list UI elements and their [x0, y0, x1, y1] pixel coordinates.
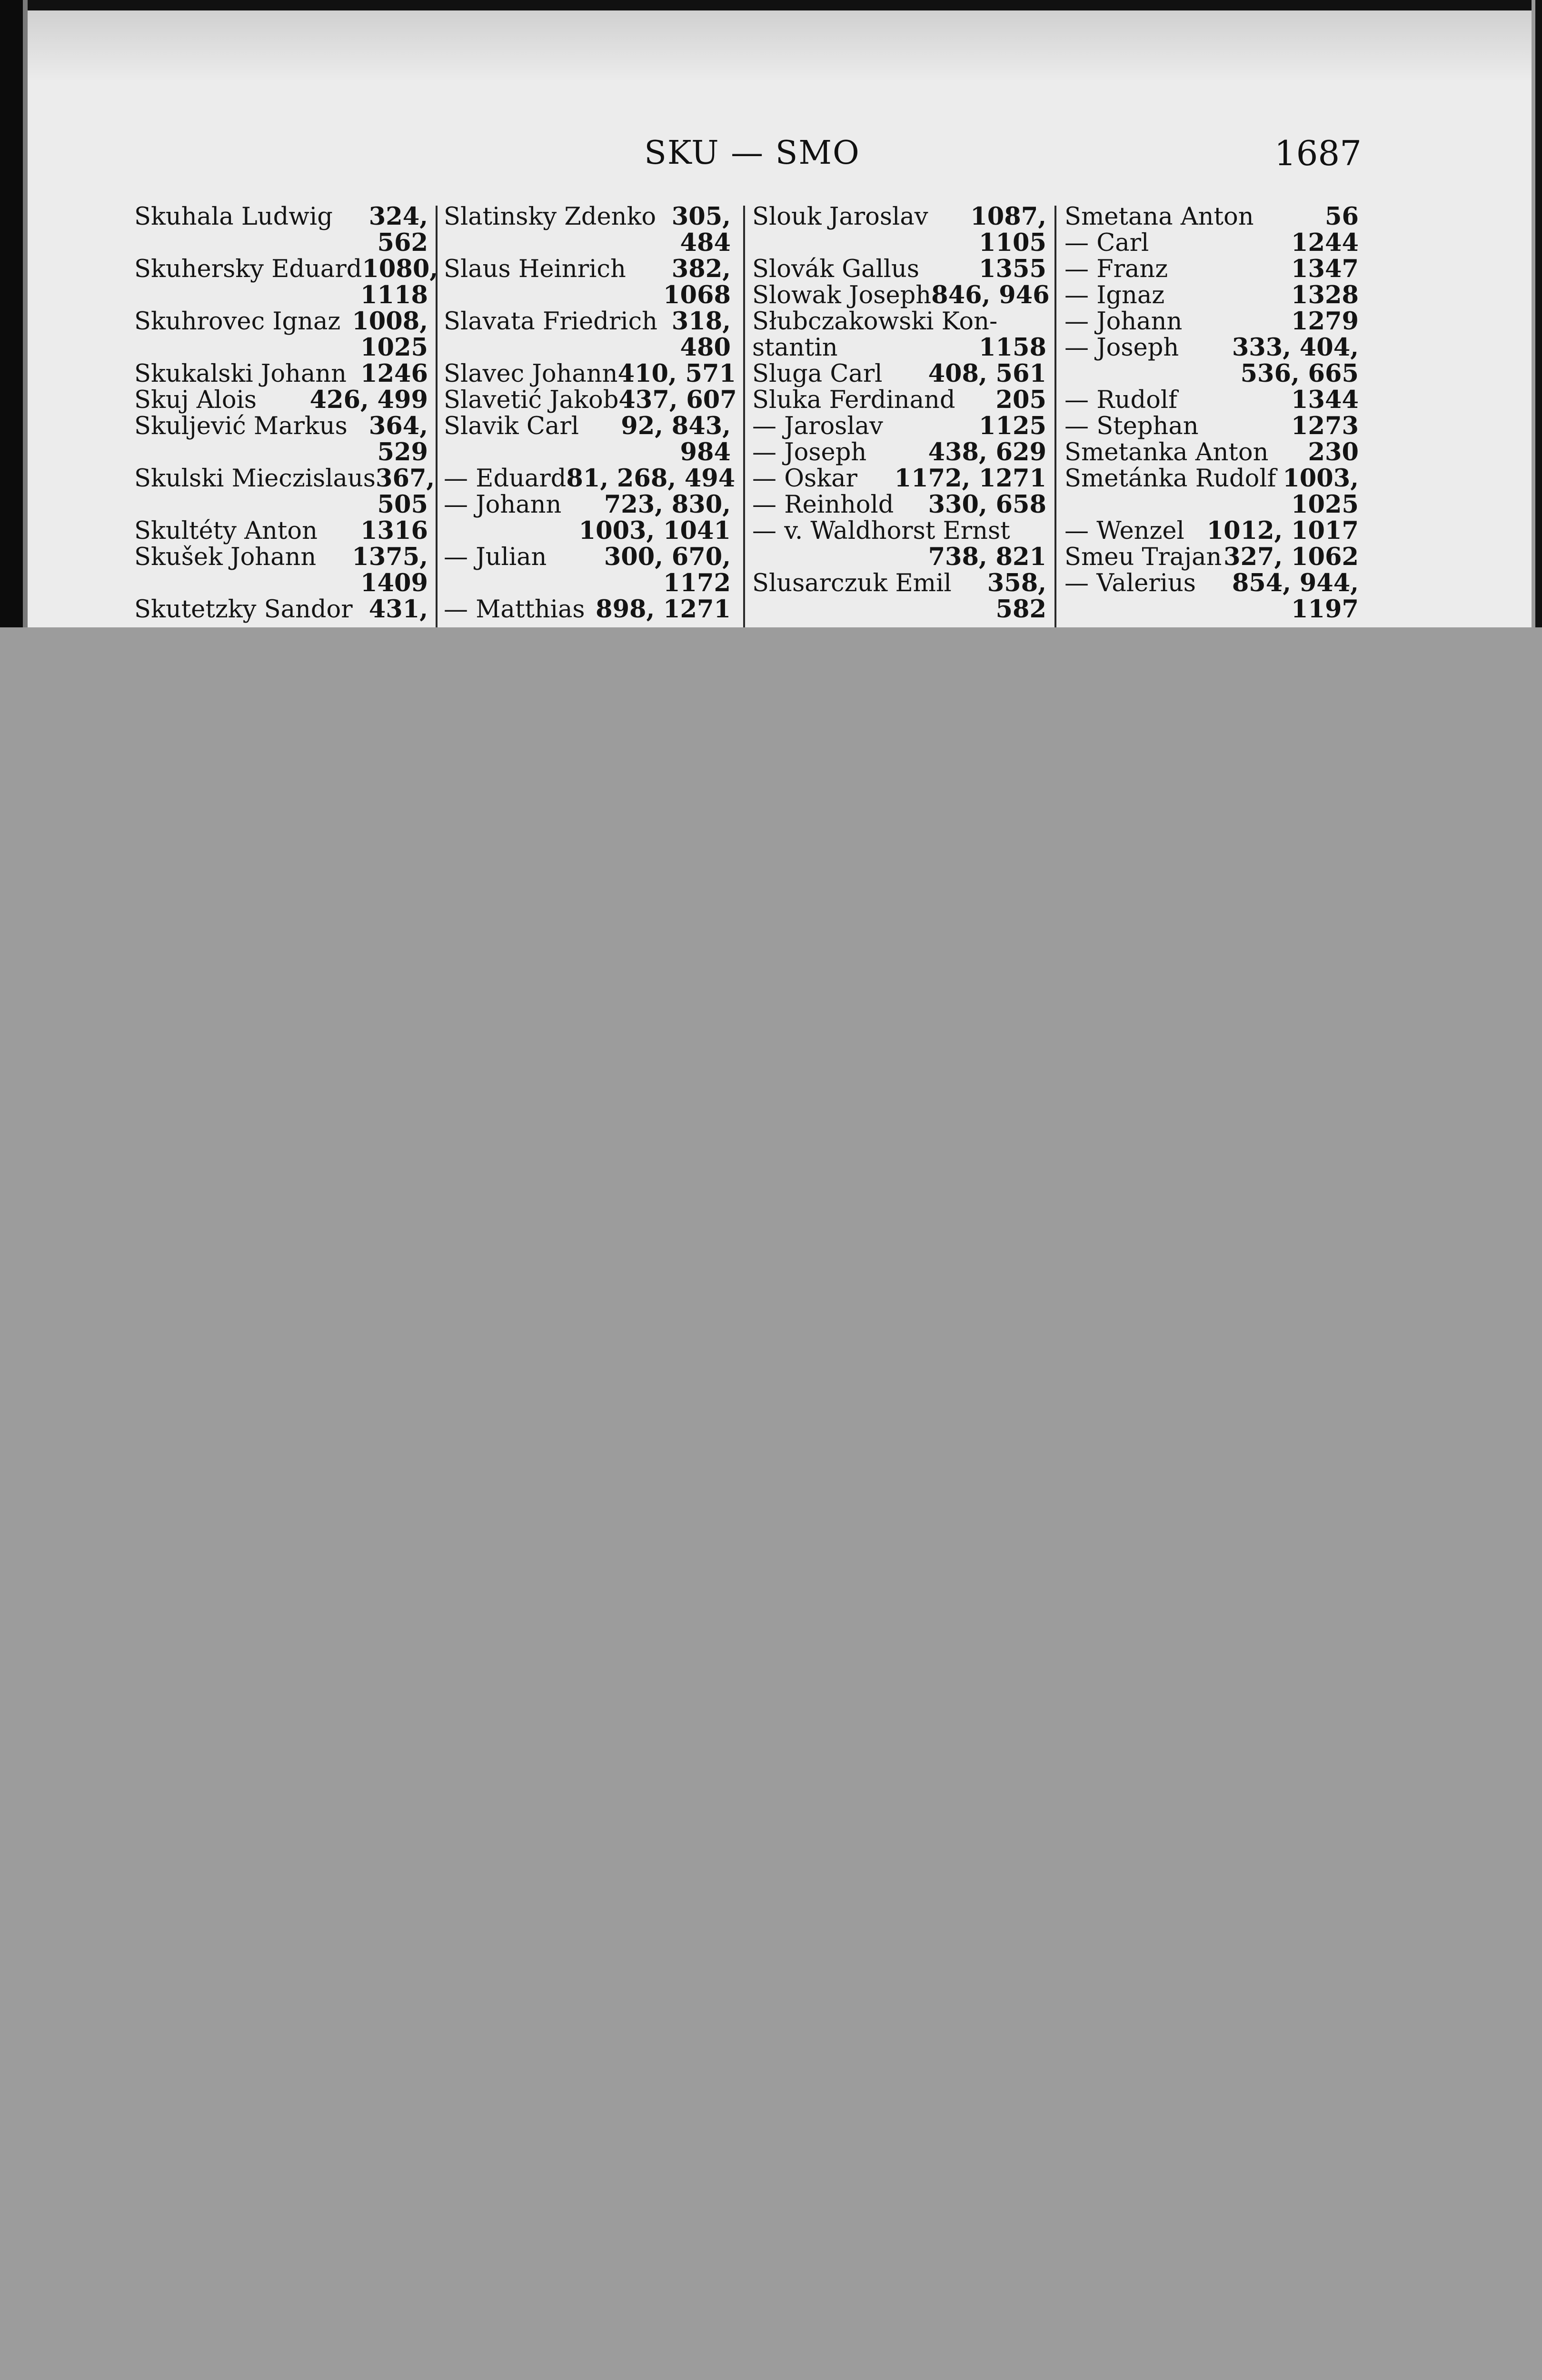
index-entry-line	[752, 413, 1046, 439]
entry-name: Slaus Heinrich	[444, 255, 626, 283]
entry-name: Skušek Johann	[134, 543, 317, 571]
entry-pages: 582	[995, 595, 1046, 624]
index-entry-line	[134, 335, 428, 361]
entry-pages: 984	[680, 438, 731, 466]
index-entry-line	[134, 387, 428, 413]
index-entry-line	[1064, 466, 1359, 492]
index-column-2	[444, 202, 737, 627]
entry-pages: 484	[680, 228, 731, 257]
index-entry-line	[444, 308, 731, 335]
index-entry-line	[752, 204, 1046, 230]
entry-pages: 1375,	[352, 543, 428, 571]
entry-name: — Jaroslav	[752, 412, 883, 440]
entry-name: — Johann	[444, 491, 562, 519]
entry-pages: 92, 843,	[621, 412, 731, 440]
entry-pages: 1012, 1017	[1206, 516, 1359, 545]
index-entry-line	[1064, 439, 1359, 466]
index-entry-line	[1064, 335, 1359, 361]
entry-pages: 1279	[1291, 307, 1359, 336]
page-header-title: SKU — SMO	[644, 134, 860, 172]
entry-name: Skuhersky Eduard	[134, 255, 362, 283]
scan-right-shadow	[1532, 0, 1535, 627]
entry-name: Slavik Carl	[444, 412, 579, 440]
entry-name: Skutetzky Sandor	[134, 595, 353, 624]
entry-name: Smeu Trajan	[1064, 543, 1222, 571]
entry-pages: 536, 665	[1240, 359, 1359, 388]
index-column-1	[134, 202, 438, 627]
index-entry-line	[134, 230, 428, 256]
entry-name: Slouk Jaroslav	[752, 203, 928, 231]
index-entry-line	[752, 387, 1046, 413]
index-entry-line	[1064, 413, 1359, 439]
entry-pages: 300, 670,	[604, 543, 731, 571]
entry-name: Skuhrovec Ignaz	[134, 307, 341, 336]
entry-pages: 1087,	[970, 202, 1046, 231]
entry-name: Slavetić Jakob	[444, 386, 619, 414]
index-entry-line	[752, 281, 1050, 309]
index-entry-line	[752, 596, 1046, 623]
index-entry-line	[134, 361, 428, 387]
entry-pages: 1080,	[362, 255, 438, 283]
scan-right-edge	[1535, 0, 1542, 627]
entry-pages: 327, 1062	[1224, 543, 1359, 571]
entry-name: — Carl	[1064, 229, 1149, 257]
entry-name: Słubczakowski Kon-	[752, 307, 998, 336]
index-entry-line	[752, 256, 1046, 282]
entry-pages: 1409	[360, 569, 428, 597]
entry-pages: 1172	[663, 569, 731, 597]
entry-name: — Joseph	[1064, 334, 1179, 362]
entry-pages: 305,	[671, 202, 731, 231]
entry-pages: 1172, 1271	[894, 464, 1046, 493]
entry-pages: 205	[995, 386, 1046, 414]
index-entry-line	[752, 544, 1046, 570]
entry-pages: 1125	[979, 412, 1046, 440]
scan-top-edge	[0, 0, 1542, 10]
entry-name: — v. Waldhorst Ernst	[752, 517, 1010, 545]
index-entry-line	[134, 439, 428, 466]
entry-name: — Rudolf	[1064, 386, 1177, 414]
entry-pages: 723, 830,	[604, 490, 731, 519]
index-entry-line	[1064, 204, 1359, 230]
index-entry-line	[134, 570, 428, 596]
entry-pages: 846, 946	[931, 281, 1050, 309]
entry-name: Skultéty Anton	[134, 517, 318, 545]
entry-name: — Ignaz	[1064, 281, 1165, 309]
entry-name: Sluka Ferdinand	[752, 386, 955, 414]
index-entry-line	[1064, 230, 1359, 256]
index-column-4	[1064, 204, 1359, 627]
index-entry-line	[444, 439, 731, 466]
entry-name: Skuj Alois	[134, 386, 257, 414]
entry-pages: 330, 658	[928, 490, 1046, 519]
entry-pages: 562	[377, 228, 428, 257]
entry-name: Smetánka Rudolf	[1064, 465, 1276, 493]
entry-pages: 431,	[368, 595, 428, 624]
entry-name: — Johann	[1064, 307, 1183, 336]
entry-name: — Matthias	[444, 595, 585, 624]
index-entry-line	[444, 386, 737, 414]
index-entry-line	[752, 439, 1046, 466]
entry-pages: 1347	[1291, 255, 1359, 283]
entry-pages: 854, 944,	[1232, 569, 1359, 597]
entry-pages: 364,	[368, 412, 428, 440]
index-entry-line	[444, 335, 731, 361]
index-entry-line	[444, 544, 731, 570]
entry-pages: 1003,	[1283, 464, 1359, 493]
entry-name: Skuhala Ludwig	[134, 203, 333, 231]
entry-pages: 1244	[1291, 228, 1359, 257]
scanned-page	[0, 0, 1542, 627]
index-entry-line	[134, 282, 428, 308]
index-entry-line	[444, 230, 731, 256]
entry-pages: 81, 268, 494	[566, 464, 736, 493]
entry-name: — Reinhold	[752, 491, 894, 519]
index-entry-line	[752, 335, 1046, 361]
entry-pages: 1246	[360, 359, 428, 388]
entry-name: Slovák Gallus	[752, 255, 920, 283]
entry-name: stantin	[752, 334, 838, 362]
index-entry-line	[1064, 544, 1359, 570]
index-entry-line	[444, 570, 731, 596]
entry-pages: 410, 571	[617, 359, 736, 388]
entry-pages: 230	[1308, 438, 1359, 466]
entry-pages: 480	[680, 333, 731, 362]
index-entry-line	[1064, 308, 1359, 335]
entry-pages: 1344	[1291, 386, 1359, 414]
entry-pages: 1008,	[352, 307, 428, 336]
entry-pages: 426, 499	[309, 386, 428, 414]
entry-name: Skukalski Johann	[134, 360, 347, 388]
entry-pages: 1025	[360, 333, 428, 362]
entry-pages: 1197	[1291, 595, 1359, 624]
entry-name: Sluga Carl	[752, 360, 883, 388]
index-entry-line	[134, 464, 435, 493]
entry-name: Slowak Joseph	[752, 281, 932, 309]
entry-pages: 529	[377, 438, 428, 466]
index-entry-line	[444, 518, 731, 544]
index-entry-line	[134, 492, 428, 518]
index-entry-line	[752, 230, 1046, 256]
index-entry-line	[444, 282, 731, 308]
index-entry-line	[1064, 492, 1359, 518]
entry-name: Skuljević Markus	[134, 412, 348, 440]
entry-pages: 382,	[671, 255, 731, 283]
index-entry-line	[134, 308, 428, 335]
column-divider	[743, 206, 745, 627]
index-entry-line	[444, 359, 736, 388]
index-entry-line	[1064, 570, 1359, 596]
index-entry-line	[1064, 387, 1359, 413]
scan-left-shadow	[23, 0, 28, 627]
entry-pages: 1118	[360, 281, 428, 309]
index-entry-line	[1064, 596, 1359, 623]
entry-name: Slusarczuk Emil	[752, 569, 952, 597]
index-entry-line	[134, 518, 428, 544]
entry-pages: 324,	[368, 202, 428, 231]
entry-pages: 437, 607	[618, 386, 737, 414]
entry-pages: 367,	[375, 464, 435, 493]
entry-pages: 1068	[663, 281, 731, 309]
scan-top-shadow	[0, 10, 1542, 82]
index-entry-line	[444, 596, 731, 623]
index-entry-line	[134, 204, 428, 230]
entry-name: Slavata Friedrich	[444, 307, 657, 336]
entry-pages: 1158	[979, 333, 1046, 362]
index-column-3	[752, 202, 1050, 627]
entry-name: — Valerius	[1064, 569, 1196, 597]
index-entry-line	[752, 518, 1046, 544]
index-entry-line	[752, 361, 1046, 387]
entry-pages: 318,	[671, 307, 731, 336]
entry-pages: 1273	[1291, 412, 1359, 440]
entry-pages: 358,	[987, 569, 1046, 597]
index-entry-line	[134, 596, 428, 623]
entry-pages: 1105	[979, 228, 1046, 257]
index-entry-line	[752, 492, 1046, 518]
index-entry-line	[444, 464, 736, 493]
index-entry-line	[1064, 282, 1359, 308]
entry-pages: 408, 561	[928, 359, 1046, 388]
index-entry-line	[1064, 518, 1359, 544]
entry-pages: 333, 404,	[1232, 333, 1359, 362]
entry-name: — Julian	[444, 543, 547, 571]
index-entry-line	[134, 255, 438, 283]
entry-pages: 438, 629	[928, 438, 1046, 466]
entry-name: — Oskar	[752, 465, 857, 493]
scan-left-edge	[0, 0, 23, 627]
index-entry-line	[1064, 256, 1359, 282]
index-entry-line	[444, 413, 731, 439]
entry-pages: 56	[1325, 202, 1359, 231]
entry-pages: 738, 821	[928, 543, 1046, 571]
entry-pages: 1003, 1041	[578, 516, 731, 545]
index-entry-line	[134, 413, 428, 439]
entry-name: — Franz	[1064, 255, 1168, 283]
page-number: 1687	[1274, 133, 1362, 173]
entry-name: — Eduard	[444, 465, 567, 493]
index-entry-line	[444, 492, 731, 518]
entry-name: Slatinsky Zdenko	[444, 203, 657, 231]
entry-name: Smetanka Anton	[1064, 438, 1269, 466]
entry-pages: 1355	[979, 255, 1046, 283]
index-entry-line	[134, 544, 428, 570]
index-entry-line	[444, 204, 731, 230]
entry-pages: 1316	[360, 516, 428, 545]
index-entry-line	[752, 570, 1046, 596]
index-entry-line	[752, 466, 1046, 492]
entry-pages: 1025	[1291, 490, 1359, 519]
entry-name: Slavec Johann	[444, 360, 618, 388]
index-entry-line	[444, 256, 731, 282]
entry-pages: 898, 1271	[596, 595, 731, 624]
entry-pages: 1328	[1291, 281, 1359, 309]
entry-pages: 505	[377, 490, 428, 519]
index-entry-line	[1064, 361, 1359, 387]
column-divider	[1055, 206, 1056, 627]
index-entry-line	[752, 308, 1046, 335]
entry-name: Skulski Mieczislaus	[134, 465, 376, 493]
entry-name: — Joseph	[752, 438, 867, 466]
entry-name: — Wenzel	[1064, 517, 1184, 545]
entry-name: — Stephan	[1064, 412, 1199, 440]
entry-name: Smetana Anton	[1064, 203, 1254, 231]
